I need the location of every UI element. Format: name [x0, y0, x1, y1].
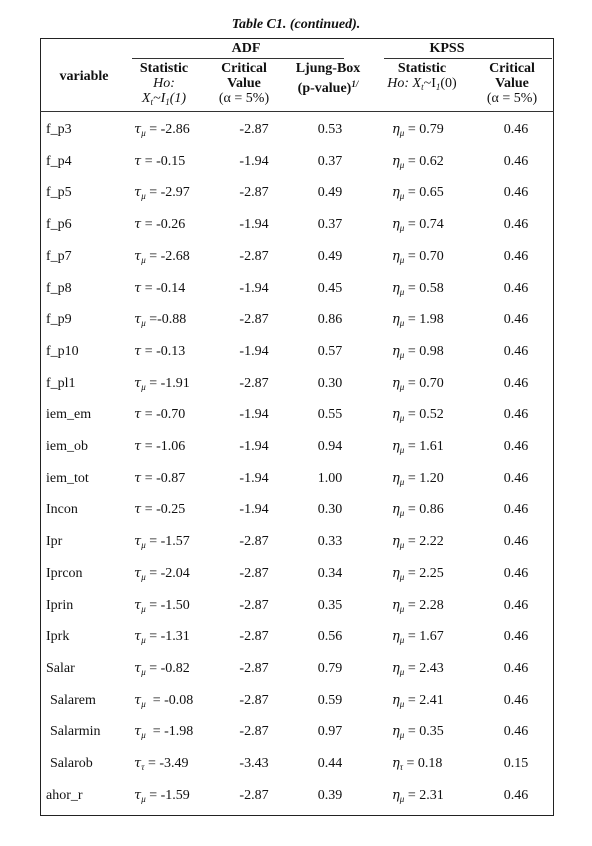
table-row	[40, 116, 554, 148]
adf-statistic-cell: $\tau_\mu =-0.88$	[134, 312, 187, 329]
kpss-critical-cell: 0.46	[503, 343, 529, 359]
ljung-box-cell: 0.34	[317, 565, 343, 581]
adf-statistic-cell: τ = -0.25	[134, 502, 186, 518]
variable-cell: ahor_r	[46, 787, 83, 803]
adf-statistic-cell: τ = -0.13	[134, 343, 186, 359]
ljung-box-cell: 0.86	[317, 312, 343, 328]
kpss-critical-cell: 0.46	[503, 217, 529, 233]
adf-statistic-cell: $\tau_\mu = -0.82$	[134, 660, 190, 677]
kpss-statistic-cell: $\eta_\mu = 0.86$	[392, 502, 444, 519]
variable-cell: f_p9	[46, 312, 72, 328]
kpss-statistic-cell: $\eta_\mu = 2.31$	[392, 787, 444, 804]
kpss-critical-cell: 0.46	[503, 565, 529, 581]
table-row	[40, 148, 554, 180]
variable-cell: Iprcon	[46, 565, 83, 581]
kpss-statistic-cell: $\eta_\mu = 1.98$	[392, 312, 444, 329]
adf-statistic-cell: $\tau_\mu = -1.91$	[134, 375, 190, 392]
ljung-box-cell: 0.45	[317, 280, 343, 296]
kpss-critical-cell: 0.46	[503, 439, 529, 454]
table-row	[40, 528, 554, 560]
table-row	[40, 465, 554, 497]
table-row	[40, 433, 554, 465]
ljung-box-cell: 0.55	[317, 407, 343, 423]
ljung-box-cell: 0.44	[317, 756, 343, 771]
kpss-critical-cell: 0.46	[503, 502, 529, 518]
adf-critical-cell: -1.94	[239, 343, 269, 359]
adf-critical-cell: -2.87	[239, 724, 269, 740]
adf-critical-cell: -2.87	[239, 122, 269, 137]
ljung-box-cell: 0.79	[317, 660, 343, 676]
adf-critical-cell: -1.94	[239, 153, 269, 169]
adf-statistic-cell: τ = -1.06	[134, 439, 186, 454]
ljung-box-cell: 0.56	[317, 629, 343, 645]
ljung-box-cell: 0.30	[317, 502, 343, 518]
adf-group-header: ADF	[231, 41, 261, 56]
variable-cell: iem_tot	[46, 470, 89, 486]
variable-cell: f_p3	[46, 122, 72, 137]
adf-critical-cell: -2.87	[239, 248, 269, 264]
kpss-statistic-cell: $\eta_\mu = 0.62$	[392, 153, 444, 170]
table-row	[40, 623, 554, 655]
table-row	[40, 592, 554, 624]
table-row	[40, 560, 554, 592]
kpss-critical-cell: 0.15	[503, 756, 529, 771]
kpss-statistic-cell: $\eta_\tau = 0.18$	[392, 756, 443, 772]
table-caption: Table C1. (continued).	[231, 17, 361, 32]
adf-statistic-cell: $\tau_\tau = -3.49$	[134, 756, 189, 772]
variable-cell: iem_ob	[46, 439, 88, 454]
ljung-box-cell: 0.37	[317, 217, 343, 233]
adf-critical-cell: -1.94	[239, 280, 269, 296]
adf-critical-cell: -2.87	[239, 565, 269, 581]
adf-critical-cell: -1.94	[239, 407, 269, 423]
ljung-box-cell: 0.49	[317, 185, 343, 201]
kpss-statistic-cell: $\eta_\mu = 0.98$	[392, 343, 444, 360]
kpss-critical-cell: 0.46	[503, 375, 529, 391]
ljung-box-cell: 0.49	[317, 248, 343, 264]
kpss-statistic-cell: $\eta_\mu = 2.41$	[392, 692, 444, 709]
kpss-statistic-cell: $\eta_\mu = 0.70$	[392, 248, 444, 265]
adf-critical-cell: -1.94	[239, 470, 269, 486]
variable-header: variable	[59, 69, 109, 84]
table-row	[40, 306, 554, 338]
variable-cell: Ipr	[46, 534, 63, 550]
table-row	[40, 401, 554, 433]
table-row	[40, 750, 554, 782]
kpss-critical-cell: 0.46	[503, 280, 529, 296]
adf-statistic-cell: $\tau_\mu = -0.08$	[134, 692, 194, 709]
table-row	[40, 179, 554, 211]
adf-statistic-cell: $\tau_\mu = -2.97$	[134, 185, 190, 202]
adf-statistic-cell: τ = -0.14	[134, 280, 186, 296]
kpss-statistic-cell: $\eta_\mu = 0.35$	[392, 724, 444, 741]
kpss-statistic-cell: $\eta_\mu = 0.65$	[392, 185, 444, 202]
ljung-box-cell: 0.35	[317, 597, 343, 613]
adf-statistic-cell: $\tau_\mu = -1.57$	[134, 534, 190, 551]
adf-critical-cell: -3.43	[239, 756, 269, 771]
adf-critical-cell: -1.94	[239, 217, 269, 233]
adf-statistic-cell: τ = -0.26	[134, 217, 186, 233]
table-row	[40, 718, 554, 750]
adf-critical-cell: -2.87	[239, 534, 269, 550]
kpss-critical-cell: 0.46	[503, 629, 529, 645]
kpss-statistic-cell: $\eta_\mu = 2.22$	[392, 534, 444, 551]
variable-cell: Salarmin	[50, 724, 101, 740]
kpss-statistic-cell: $\eta_\mu = 2.28$	[392, 597, 444, 614]
adf-statistic-cell: τ = -0.15	[134, 153, 186, 169]
table-row	[40, 211, 554, 243]
variable-cell: Iprin	[46, 597, 74, 613]
table-row	[40, 370, 554, 402]
variable-cell: f_p6	[46, 217, 72, 233]
ljung-box-cell: 0.33	[317, 534, 343, 550]
kpss-critical-cell: 0.46	[503, 312, 529, 328]
ljung-box-cell: 0.39	[317, 787, 343, 803]
adf-critical-cell: -1.94	[239, 439, 269, 454]
ljung-box-cell: 1.00	[317, 470, 343, 486]
adf-critical-cell: -2.87	[239, 312, 269, 328]
ljung-box-cell: 0.37	[317, 153, 343, 169]
ljung-box-cell: 0.53	[317, 122, 343, 137]
ljung-box-cell: 0.94	[317, 439, 343, 454]
table-row	[40, 275, 554, 307]
adf-critical-cell: -1.94	[239, 502, 269, 518]
adf-statistic-cell: $\tau_\mu = -1.50$	[134, 597, 190, 614]
kpss-group-rule	[384, 58, 552, 59]
variable-cell: f_pl1	[46, 375, 76, 391]
kpss-critical-cell: 0.46	[503, 470, 529, 486]
adf-critical-cell: -2.87	[239, 787, 269, 803]
ljung-box-cell: 0.59	[317, 692, 343, 708]
kpss-statistic-cell: $\eta_\mu = 1.61$	[392, 439, 444, 455]
kpss-critical-cell: 0.46	[503, 787, 529, 803]
table-row	[40, 782, 554, 814]
adf-statistic-cell: $\tau_\mu = -2.86$	[134, 122, 190, 138]
variable-cell: f_p10	[46, 343, 79, 359]
kpss-critical-cell: 0.46	[503, 724, 529, 740]
table-row	[40, 655, 554, 687]
kpss-statistic-cell: $\eta_\mu = 1.67$	[392, 629, 444, 646]
variable-cell: Salar	[46, 660, 75, 676]
ljung-box-cell: 0.30	[317, 375, 343, 391]
adf-statistic-cell: $\tau_\mu = -1.98$	[134, 724, 194, 741]
kpss-statistic-cell: $\eta_\mu = 0.70$	[392, 375, 444, 392]
adf-critical-cell: -2.87	[239, 660, 269, 676]
kpss-critical-cell: 0.46	[503, 248, 529, 264]
variable-cell: f_p5	[46, 185, 72, 201]
kpss-critical-cell: 0.46	[503, 692, 529, 708]
kpss-critical-cell: 0.46	[503, 153, 529, 169]
adf-critical-cell: -2.87	[239, 597, 269, 613]
table-bottom-rule	[40, 815, 554, 816]
variable-cell: f_p8	[46, 280, 72, 296]
variable-cell: f_p4	[46, 153, 72, 169]
adf-critical-cell: -2.87	[239, 375, 269, 391]
kpss-statistic-cell: $\eta_\mu = 0.74$	[392, 217, 444, 234]
adf-statistic-cell: $\tau_\mu = -1.31$	[134, 629, 190, 646]
variable-cell: Iprk	[46, 629, 70, 645]
adf-statistic-cell: τ = -0.87	[134, 470, 186, 486]
adf-statistic-cell: $\tau_\mu = -1.59$	[134, 787, 190, 804]
kpss-critical-cell: 0.46	[503, 534, 529, 550]
footnote-marker: 1/	[351, 79, 359, 89]
kpss-group-header: KPSS	[429, 41, 465, 56]
adf-critical-cell: -2.87	[239, 629, 269, 645]
kpss-statistic-cell: $\eta_\mu = 0.52$	[392, 407, 444, 424]
variable-cell: Salarob	[50, 756, 93, 771]
adf-statistic-cell: $\tau_\mu = -2.68$	[134, 248, 190, 265]
kpss-critical-cell: 0.46	[503, 660, 529, 676]
kpss-critical-cell: 0.46	[503, 597, 529, 613]
table-row	[40, 338, 554, 370]
ljung-box-cell: 0.57	[317, 343, 343, 359]
kpss-statistic-cell: $\eta_\mu = 2.43$	[392, 660, 444, 677]
kpss-critical-cell: 0.46	[503, 185, 529, 201]
kpss-statistic-cell: $\eta_\mu = 0.58$	[392, 280, 444, 297]
variable-cell: f_p7	[46, 248, 72, 264]
variable-cell: iem_em	[46, 407, 92, 423]
header-rule	[40, 111, 554, 112]
variable-cell: Incon	[46, 502, 78, 518]
adf-critical-cell: -2.87	[239, 185, 269, 201]
kpss-critical-cell: 0.46	[503, 407, 529, 423]
adf-statistic-cell: τ = -0.70	[134, 407, 186, 423]
kpss-statistic-cell: $\eta_\mu = 0.79$	[392, 122, 444, 138]
ljung-box-cell: 0.97	[317, 724, 343, 740]
variable-cell: Salarem	[50, 692, 96, 708]
table-row	[40, 243, 554, 275]
kpss-statistic-cell: $\eta_\mu = 1.20$	[392, 470, 444, 487]
adf-critical-cell: -2.87	[239, 692, 269, 708]
kpss-critical-cell: 0.46	[503, 122, 529, 137]
adf-statistic-cell: $\tau_\mu = -2.04$	[134, 565, 190, 582]
kpss-statistic-cell: $\eta_\mu = 2.25$	[392, 565, 444, 582]
table-row	[40, 496, 554, 528]
table-row	[40, 687, 554, 719]
adf-group-rule	[132, 58, 344, 59]
